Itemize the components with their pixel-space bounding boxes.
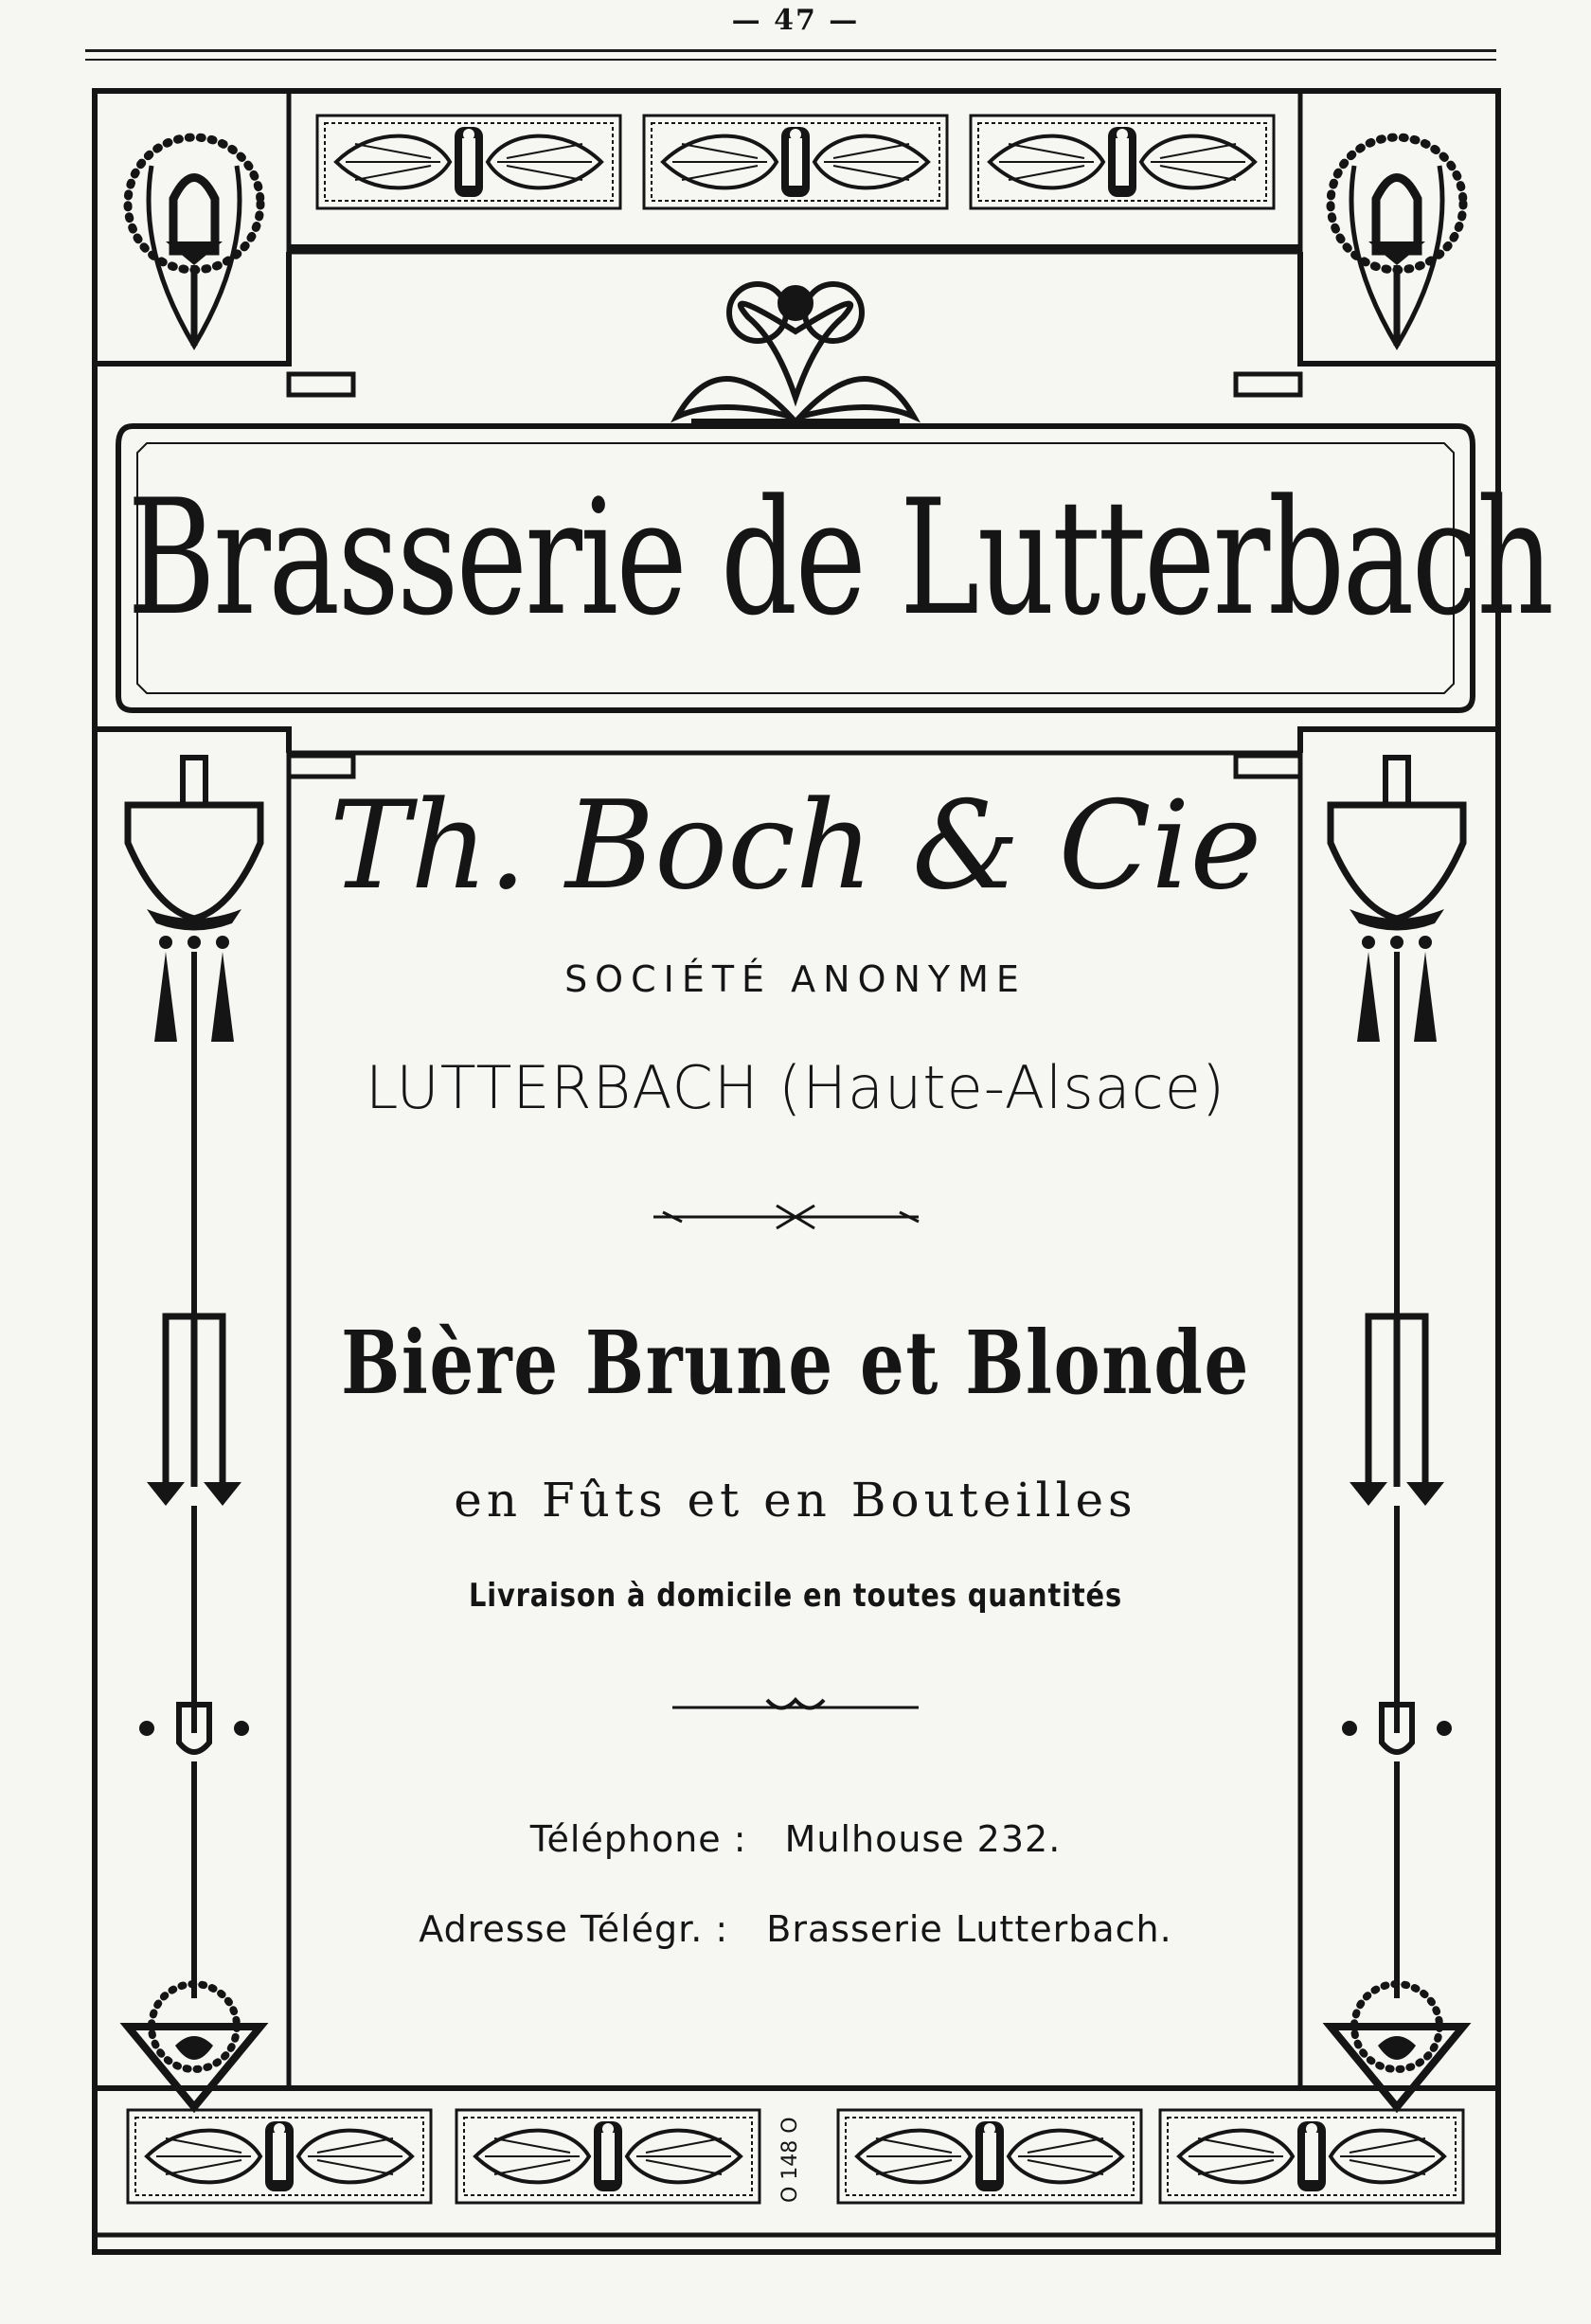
company-type: SOCIÉTÉ ANONYME	[564, 958, 1027, 1000]
packaging-line: en Fûts et en Bouteilles	[454, 1473, 1137, 1528]
product-headline: Bière Brune et Blonde	[341, 1312, 1250, 1414]
delivery-line: Livraison à domicile en toutes quantités	[468, 1577, 1123, 1615]
telegraph-label: Adresse Télégr. :	[419, 1908, 729, 1950]
print-code: O 148 O	[778, 2117, 802, 2204]
location: LUTTERBACH (Haute-Alsace)	[365, 1053, 1226, 1122]
brand-title: Brasserie de Lutterbach	[127, 465, 1552, 651]
firm-name: Th. Boch & Cie	[329, 776, 1262, 917]
telephone-line	[0, 1818, 1591, 1860]
telegraph-value: Brasserie Lutterbach.	[766, 1908, 1172, 1950]
page-number: — 47 —	[731, 4, 860, 37]
telephone-label: Téléphone :	[529, 1818, 747, 1860]
telegraph-line	[0, 1908, 1591, 1950]
telephone-value: Mulhouse 232.	[784, 1818, 1062, 1860]
